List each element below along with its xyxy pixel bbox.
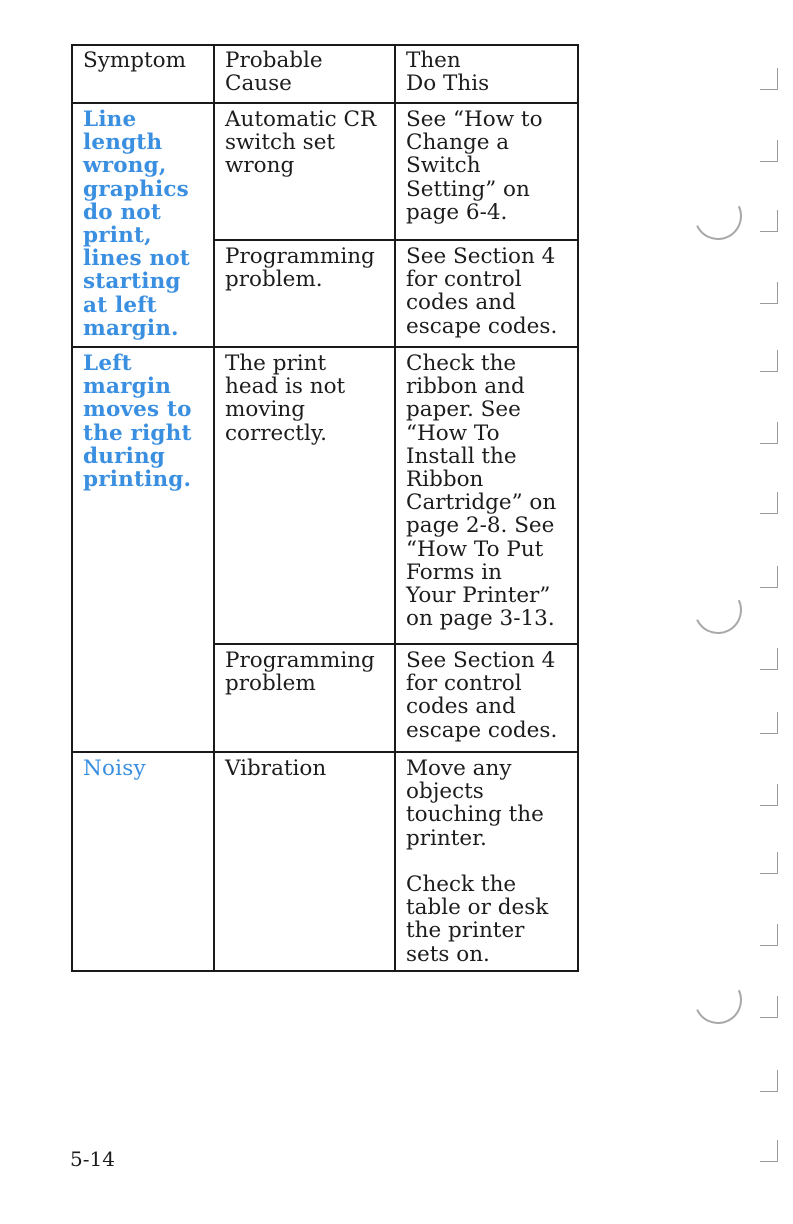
cause-cell: The print head is not moving correctly. xyxy=(214,347,395,644)
tab-mark xyxy=(760,492,778,514)
cause-cell: Vibration xyxy=(214,752,395,971)
tab-mark xyxy=(760,648,778,670)
symptom-left-margin-moves: Left margin moves to the right during printing. xyxy=(72,347,214,752)
tab-mark xyxy=(760,784,778,806)
binder-hole xyxy=(687,969,749,1031)
table-header-row xyxy=(72,45,578,103)
table-row xyxy=(72,103,578,240)
tab-mark xyxy=(760,140,778,162)
header-then-do-this: Then Do This xyxy=(395,45,578,103)
action-cell: See Section 4 for control codes and escape codes. xyxy=(395,240,578,347)
header-symptom: Symptom xyxy=(72,45,214,103)
tab-mark xyxy=(760,924,778,946)
tab-mark xyxy=(760,422,778,444)
symptom-noisy: Noisy xyxy=(72,752,214,971)
tab-mark xyxy=(760,350,778,372)
tab-mark xyxy=(760,1140,778,1162)
action-cell: Check the ribbon and paper. See “How To Install the Ribbon Cartridge” on page 2-8. See “How To Put Forms in Your Printer” on page 3-13. xyxy=(395,347,578,644)
action-cell: See “How to Change a Switch Setting” on page 6-4. xyxy=(395,103,578,240)
tab-mark xyxy=(760,1070,778,1092)
header-probable-cause: Probable Cause xyxy=(214,45,395,103)
tab-mark xyxy=(760,282,778,304)
tab-mark xyxy=(760,852,778,874)
action-cell: Move any objects touching the printer. Check the table or desk the printer sets on. xyxy=(395,752,578,971)
cause-cell: Programming problem. xyxy=(214,240,395,347)
tab-mark xyxy=(760,210,778,232)
cause-cell: Automatic CR switch set wrong xyxy=(214,103,395,240)
action-cell: See Section 4 for control codes and escape codes. xyxy=(395,644,578,752)
binder-hole xyxy=(687,579,749,641)
tab-mark xyxy=(760,68,778,90)
symptom-line-length-wrong: Line length wrong, graphics do not print, lines not starting at left margin. xyxy=(72,103,214,347)
tab-mark xyxy=(760,996,778,1018)
binder-hole xyxy=(687,185,749,247)
table-row xyxy=(72,347,578,644)
tab-mark xyxy=(760,712,778,734)
troubleshooting-table xyxy=(71,44,579,972)
cause-cell: Programming problem xyxy=(214,644,395,752)
table-row xyxy=(72,752,578,971)
tab-mark xyxy=(760,566,778,588)
page-number: 5-14 xyxy=(70,1147,115,1171)
